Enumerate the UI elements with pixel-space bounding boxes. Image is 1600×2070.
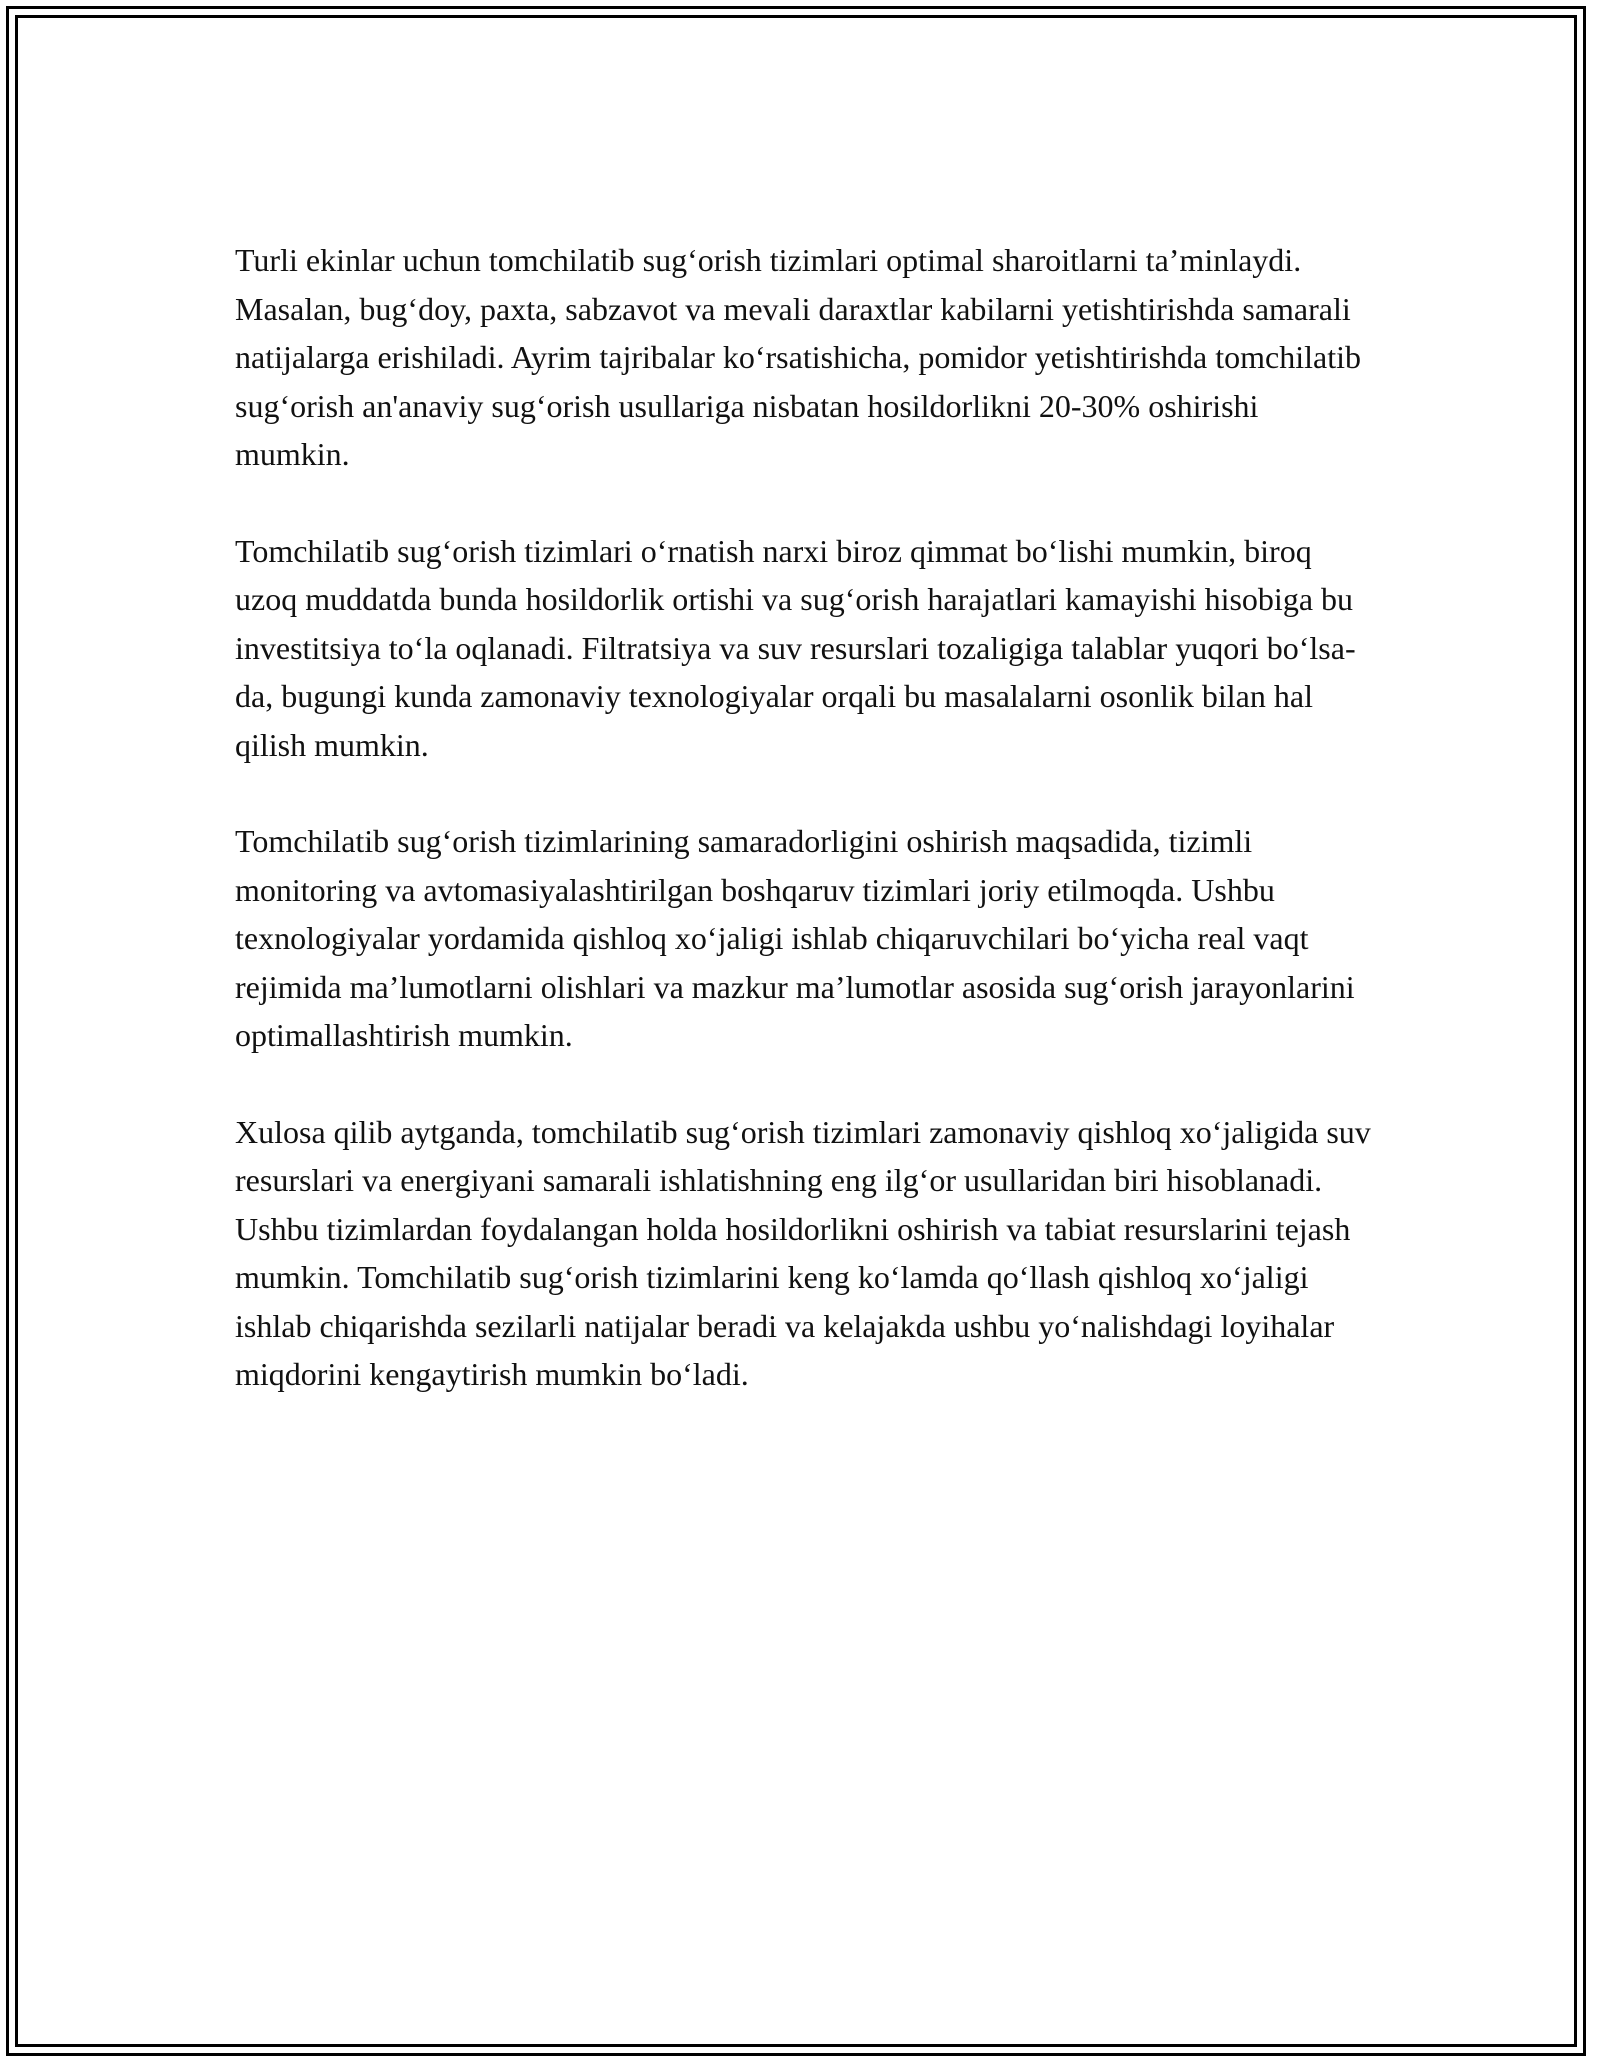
paragraph-1: Turli ekinlar uchun tomchilatib sug‘orish tizimlari optimal sharoitlarni ta’minlaydi. Masalan, bug‘doy, paxta, sabzavot va mevali daraxtlar kabilarni yetishtirishda samarali natijalarga erishiladi. Ayrim tajribalar ko‘rsatishicha, pomidor yetishtirishda tomchilatib sug‘orish an'anaviy sug‘orish usullariga nisbatan hosildorlikni 20-30% oshirishi mumkin. [235, 242, 1361, 472]
paragraph-4: Xulosa qilib aytganda, tomchilatib sug‘orish tizimlari zamonaviy qishloq xo‘jaligida suv resurslari va energiyani samarali ishlatishning eng ilg‘or usullaridan biri hisoblanadi. Ushbu tizimlardan foydalangan holda hosildorlikni oshirish va tabiat resurslarini tejash mumkin. Tomchilatib sug‘orish tizimlarini keng ko‘lamda qo‘llash qishloq xo‘jaligi ishlab chiqarishda sezilarli natijalar beradi va kelajakda ushbu yo‘nalishdagi loyihalar miqdorini kengaytirish mumkin bo‘ladi. [235, 1113, 1371, 1392]
paragraph-3: Tomchilatib sug‘orish tizimlarining samaradorligini oshirish maqsadida, tizimli monitoring va avtomasiyalashtirilgan boshqaruv tizimlari joriy etilmoqda. Ushbu texnologiyalar yordamida qishloq xo‘jaligi ishlab chiqaruvchilari bo‘yicha real vaqt rejimida ma’lumotlarni olishlari va mazkur ma’lumotlar asosida sug‘orish jarayonlarini optimallashtirish mumkin. [235, 823, 1355, 1053]
document-body [235, 236, 1375, 1447]
paragraph-2: Tomchilatib sug‘orish tizimlari o‘rnatish narxi biroz qimmat bo‘lishi mumkin, biroq uzoq muddatda bunda hosildorlik ortishi va sug‘orish harajatlari kamayishi hisobiga bu investitsiya to‘la oqlanadi. Filtratsiya va suv resurslari tozaligiga talablar yuqori bo‘lsa-da, bugungi kunda zamonaviy texnologiyalar orqali bu masalalarni osonlik bilan hal qilish mumkin. [235, 532, 1356, 763]
